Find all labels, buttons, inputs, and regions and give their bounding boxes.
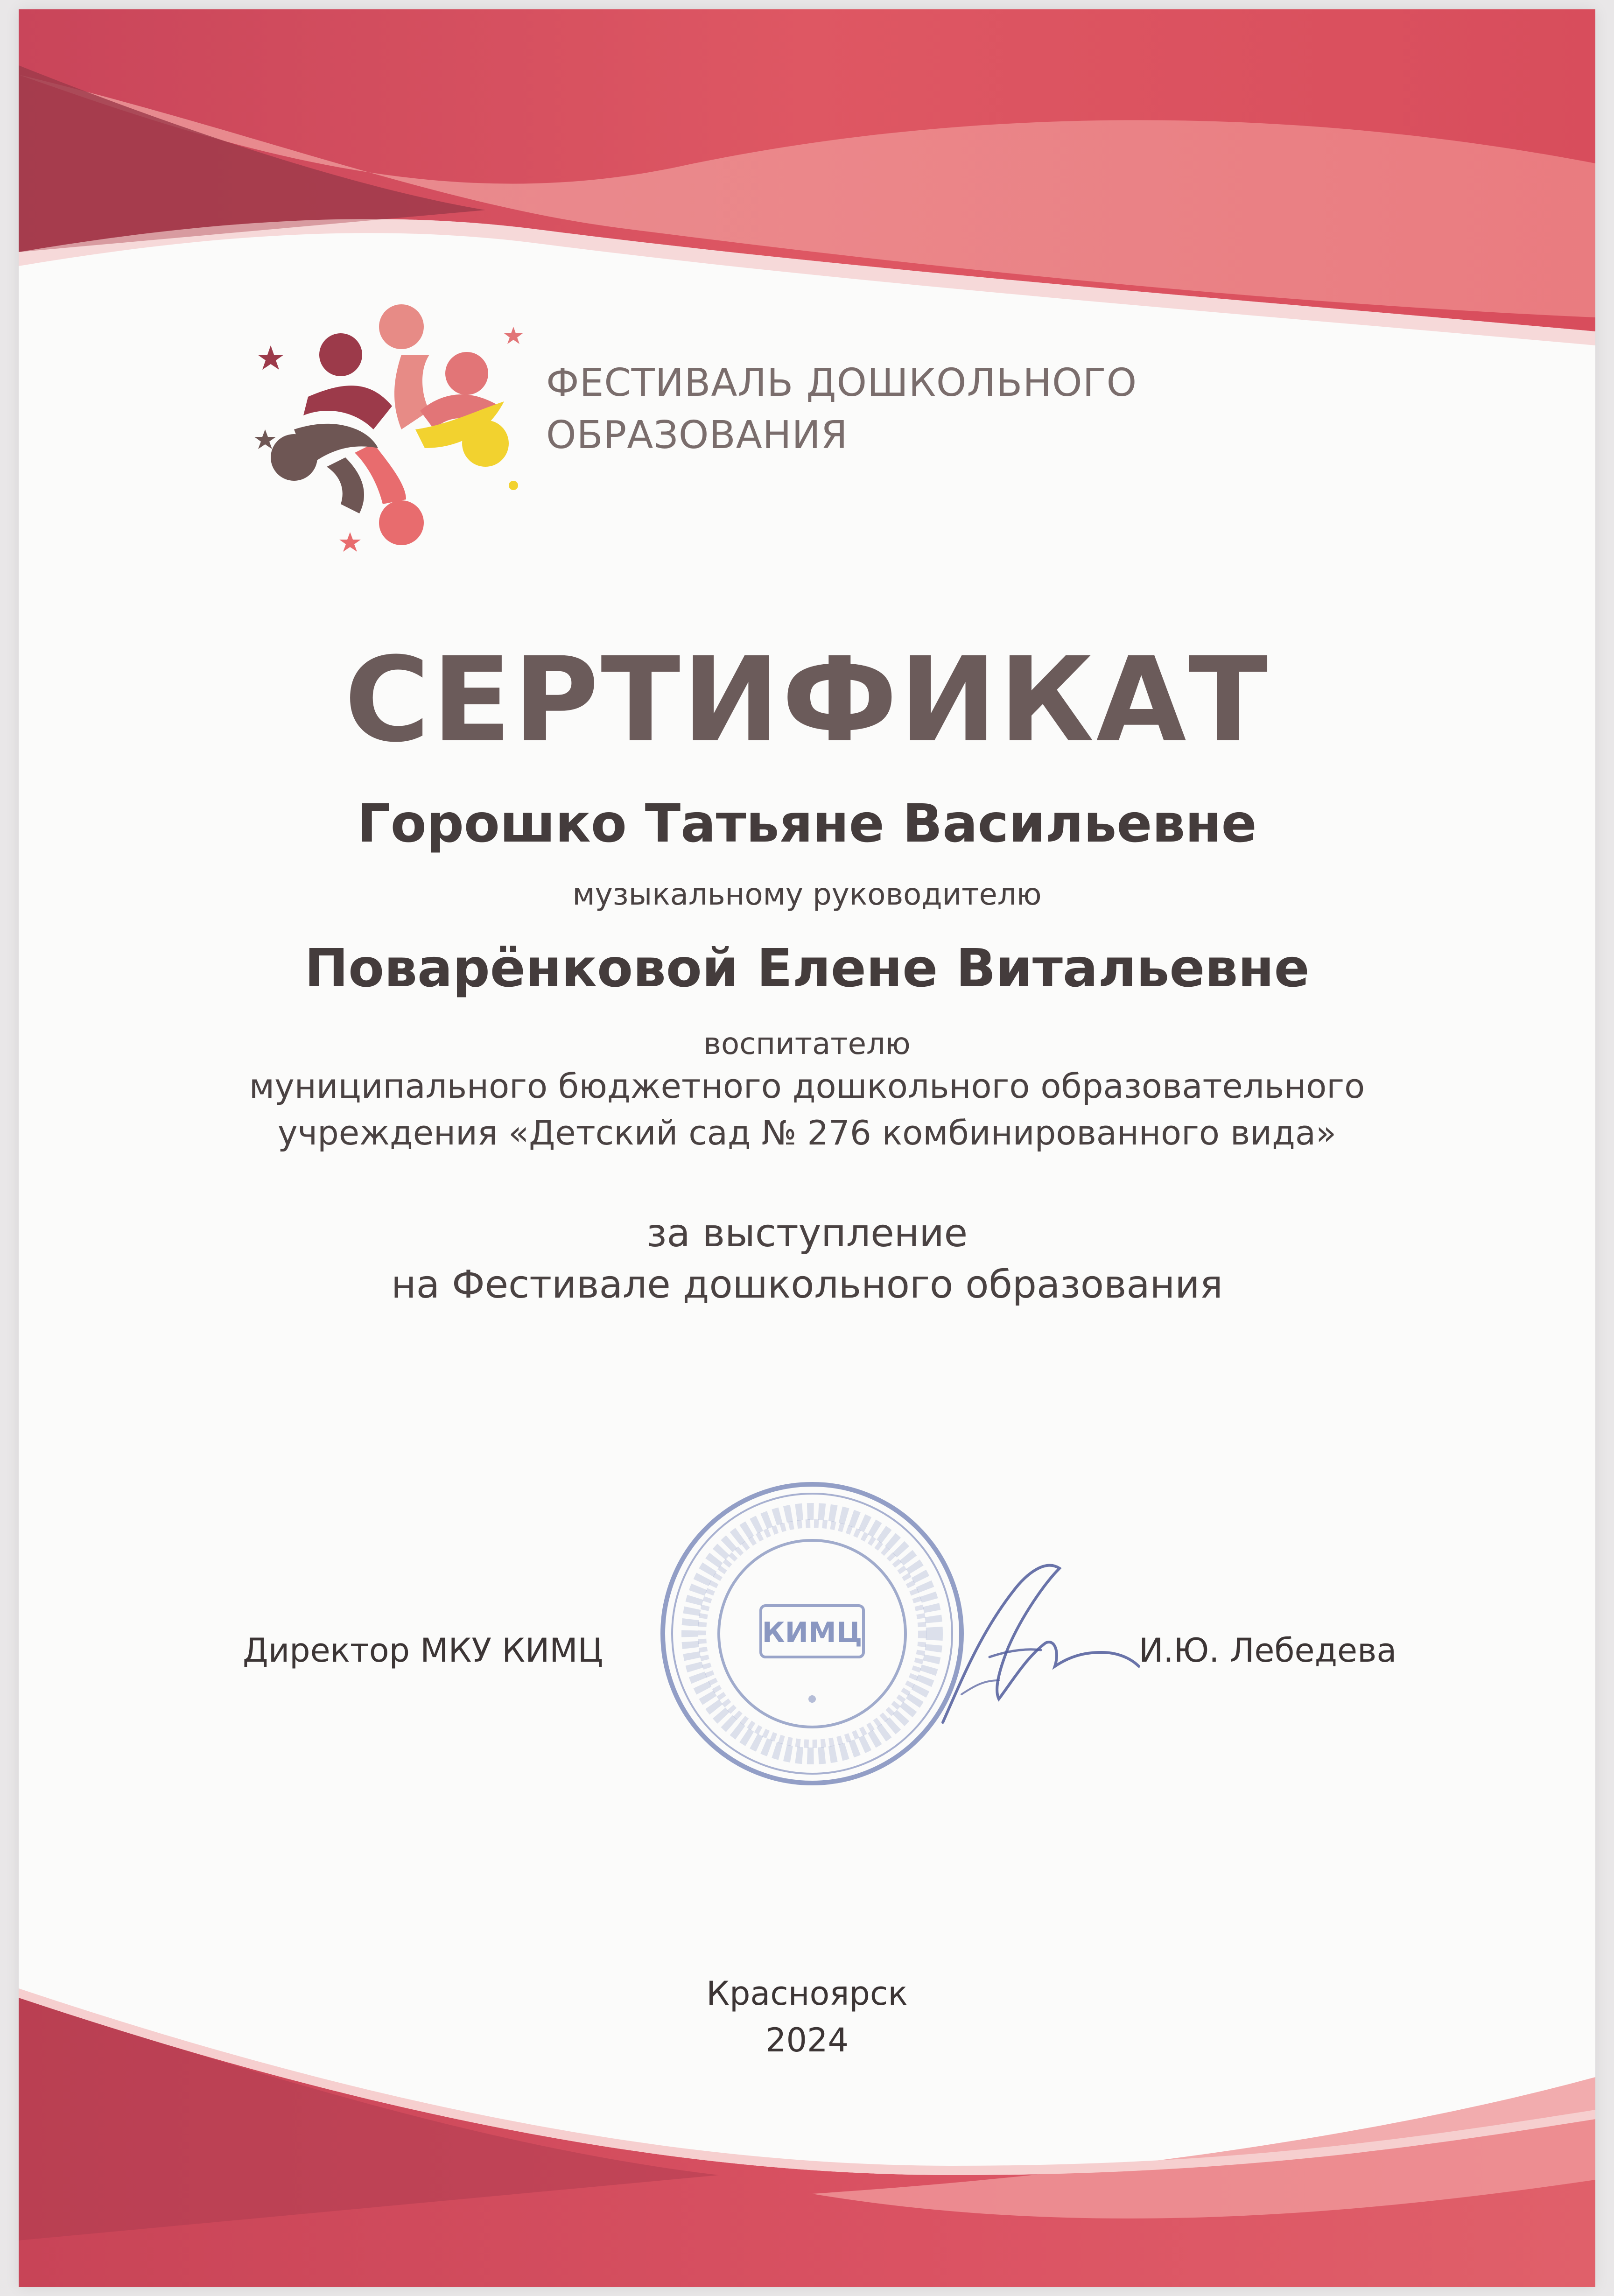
- logo-figure-left: [303, 333, 392, 429]
- logo-star-icon: [254, 429, 276, 449]
- logo-figure-bottom: [355, 443, 424, 545]
- festival-logo: [252, 289, 541, 569]
- recipient-name: Горошко Татьяне Васильевне: [357, 793, 1257, 854]
- handwritten-signature: [905, 1540, 1148, 1750]
- footer-city: Красноярск: [706, 1974, 908, 2013]
- logo-dot: [509, 481, 518, 490]
- footer-year: 2024: [765, 2021, 849, 2059]
- certificate-sheet: [19, 9, 1595, 2287]
- organization-line: муниципального бюджетного дошкольного образовательного: [249, 1067, 1365, 1106]
- signatory-position: Директор МКУ КИМЦ: [243, 1631, 603, 1670]
- logo-text-line-2: ОБРАЗОВАНИЯ: [546, 413, 848, 457]
- certificate-title: СЕРТИФИКАТ: [344, 632, 1270, 768]
- logo-figure-brown: [271, 424, 378, 513]
- logo-star-icon: [339, 532, 361, 552]
- signatory-name: И.Ю. Лебедева: [1139, 1631, 1397, 1670]
- organization-line: учреждения «Детский сад № 276 комбинированного вида»: [277, 1113, 1337, 1152]
- recipient-role: воспитателю: [703, 1027, 911, 1061]
- stamp-center-text: КИМЦ: [762, 1616, 863, 1649]
- logo-text-line-1: ФЕСТИВАЛЬ ДОШКОЛЬНОГО: [546, 361, 1137, 405]
- festival-logo-text: [546, 357, 1137, 462]
- recipient-name: Поварёнковой Елене Витальевне: [304, 938, 1310, 999]
- award-reason-line: на Фестивале дошкольного образования: [391, 1263, 1223, 1307]
- recipient-role: музыкальному руководителю: [572, 878, 1042, 912]
- award-reason-line: за выступление: [646, 1211, 968, 1256]
- logo-star-icon: [504, 327, 523, 344]
- logo-star-icon: [258, 345, 284, 370]
